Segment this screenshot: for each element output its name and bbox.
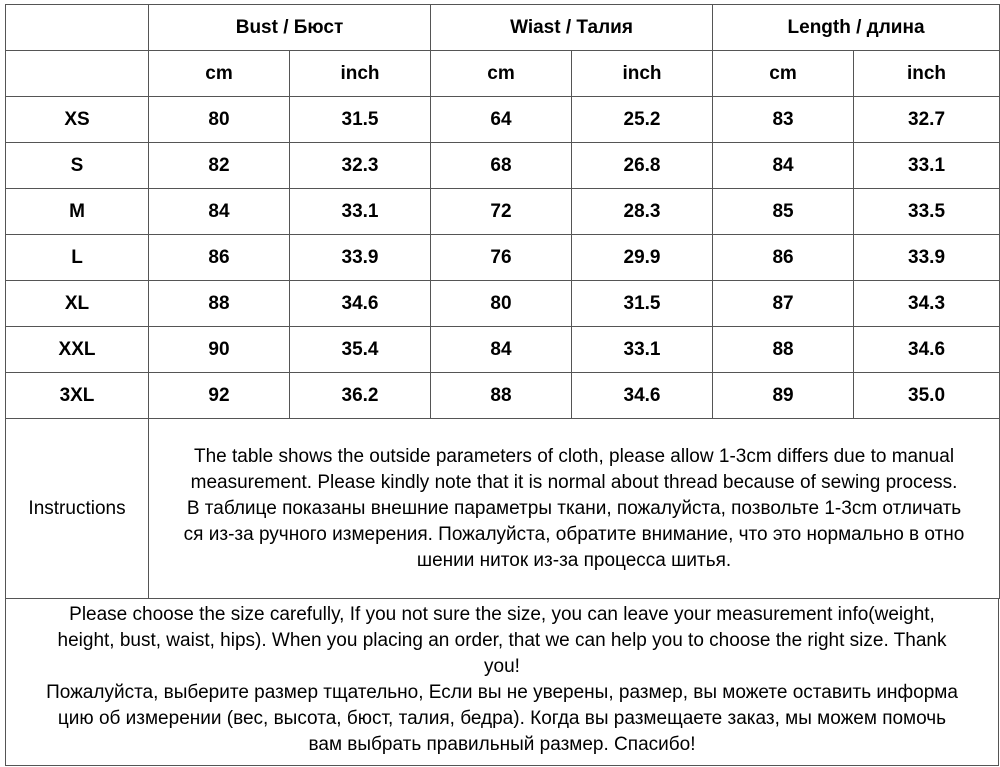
length-cm-cell: 87 [713,281,854,327]
header-row [6,5,1000,51]
unit-cm: cm [149,51,290,97]
table-row [6,373,1000,419]
size-label: XS [6,97,149,143]
waist-inch-cell: 33.1 [572,327,713,373]
size-label: XXL [6,327,149,373]
bust-cm-cell: 90 [149,327,290,373]
size-chart [5,4,999,766]
instructions-line: В таблице показаны внешние параметры ткани, пожалуйста, позвольте 1-3cm отличать [186,497,962,519]
bust-header: Bust / Бюст [149,5,431,51]
waist-cm-cell: 88 [431,373,572,419]
bust-inch-cell: 33.9 [290,235,431,281]
note-line: height, bust, waist, hips). When you placing an order, that we can help you to choose the right size. Thank [57,630,947,651]
note-line: цию об измерении (вес, высота, бюст, талия, бедра). Когда вы размещаете заказ, мы можем помочь [57,708,947,729]
size-table [5,4,1000,599]
unit-inch: inch [854,51,1000,97]
length-inch-cell: 33.1 [854,143,1000,189]
length-inch-cell: 34.3 [854,281,1000,327]
waist-inch-cell: 26.8 [572,143,713,189]
instructions-line: шении ниток из-за процесса шитья. [416,549,732,571]
unit-inch: inch [290,51,431,97]
note-line: you! [484,656,520,677]
bust-inch-cell: 35.4 [290,327,431,373]
table-row [6,235,1000,281]
waist-cm-cell: 84 [431,327,572,373]
waist-cm-cell: 68 [431,143,572,189]
bust-inch-cell: 34.6 [290,281,431,327]
size-label: L [6,235,149,281]
length-inch-cell: 35.0 [854,373,1000,419]
instructions-row [6,419,1000,599]
table-row [6,327,1000,373]
instructions-label: Instructions [6,419,149,599]
size-label: S [6,143,149,189]
length-inch-cell: 33.9 [854,235,1000,281]
unit-cm: cm [713,51,854,97]
instructions-line: measurement. Please kindly note that it is normal about thread because of sewing process. [190,471,958,493]
length-cm-cell: 86 [713,235,854,281]
size-label: XL [6,281,149,327]
bust-inch-cell: 31.5 [290,97,431,143]
waist-inch-cell: 34.6 [572,373,713,419]
size-label: M [6,189,149,235]
bust-inch-cell: 33.1 [290,189,431,235]
waist-header: Wiast / Талия [431,5,713,51]
waist-inch-cell: 25.2 [572,97,713,143]
bust-cm-cell: 80 [149,97,290,143]
note-line: вам выбрать правильный размер. Спасибо! [308,734,696,755]
waist-cm-cell: 80 [431,281,572,327]
length-inch-cell: 33.5 [854,189,1000,235]
bust-cm-cell: 88 [149,281,290,327]
corner-cell [6,51,149,97]
unit-inch: inch [572,51,713,97]
bust-cm-cell: 84 [149,189,290,235]
length-cm-cell: 84 [713,143,854,189]
length-cm-cell: 85 [713,189,854,235]
length-header: Length / длина [713,5,1000,51]
size-label: 3XL [6,373,149,419]
bust-inch-cell: 32.3 [290,143,431,189]
table-row [6,281,1000,327]
table-row [6,189,1000,235]
unit-row [6,51,1000,97]
note-line: Пожалуйста, выберите размер тщательно, Если вы не уверены, размер, вы можете оставить информа [46,682,958,703]
length-cm-cell: 89 [713,373,854,419]
waist-cm-cell: 72 [431,189,572,235]
unit-cm: cm [431,51,572,97]
instructions-line: The table shows the outside parameters of cloth, please allow 1-3cm differs due to manual [193,445,955,467]
length-cm-cell: 83 [713,97,854,143]
instructions-line: ся из-за ручного измерения. Пожалуйста, обратите внимание, что это нормально в отно [183,523,965,545]
table-row [6,97,1000,143]
waist-inch-cell: 29.9 [572,235,713,281]
waist-cm-cell: 64 [431,97,572,143]
bust-inch-cell: 36.2 [290,373,431,419]
table-row [6,143,1000,189]
size-advice-note [5,599,999,766]
bust-cm-cell: 92 [149,373,290,419]
waist-cm-cell: 76 [431,235,572,281]
waist-inch-cell: 28.3 [572,189,713,235]
length-cm-cell: 88 [713,327,854,373]
bust-cm-cell: 82 [149,143,290,189]
corner-cell [6,5,149,51]
note-line: Please choose the size carefully, If you not sure the size, you can leave your measurement info(weight, [69,604,935,625]
length-inch-cell: 32.7 [854,97,1000,143]
length-inch-cell: 34.6 [854,327,1000,373]
bust-cm-cell: 86 [149,235,290,281]
waist-inch-cell: 31.5 [572,281,713,327]
instructions-text [149,419,1000,599]
